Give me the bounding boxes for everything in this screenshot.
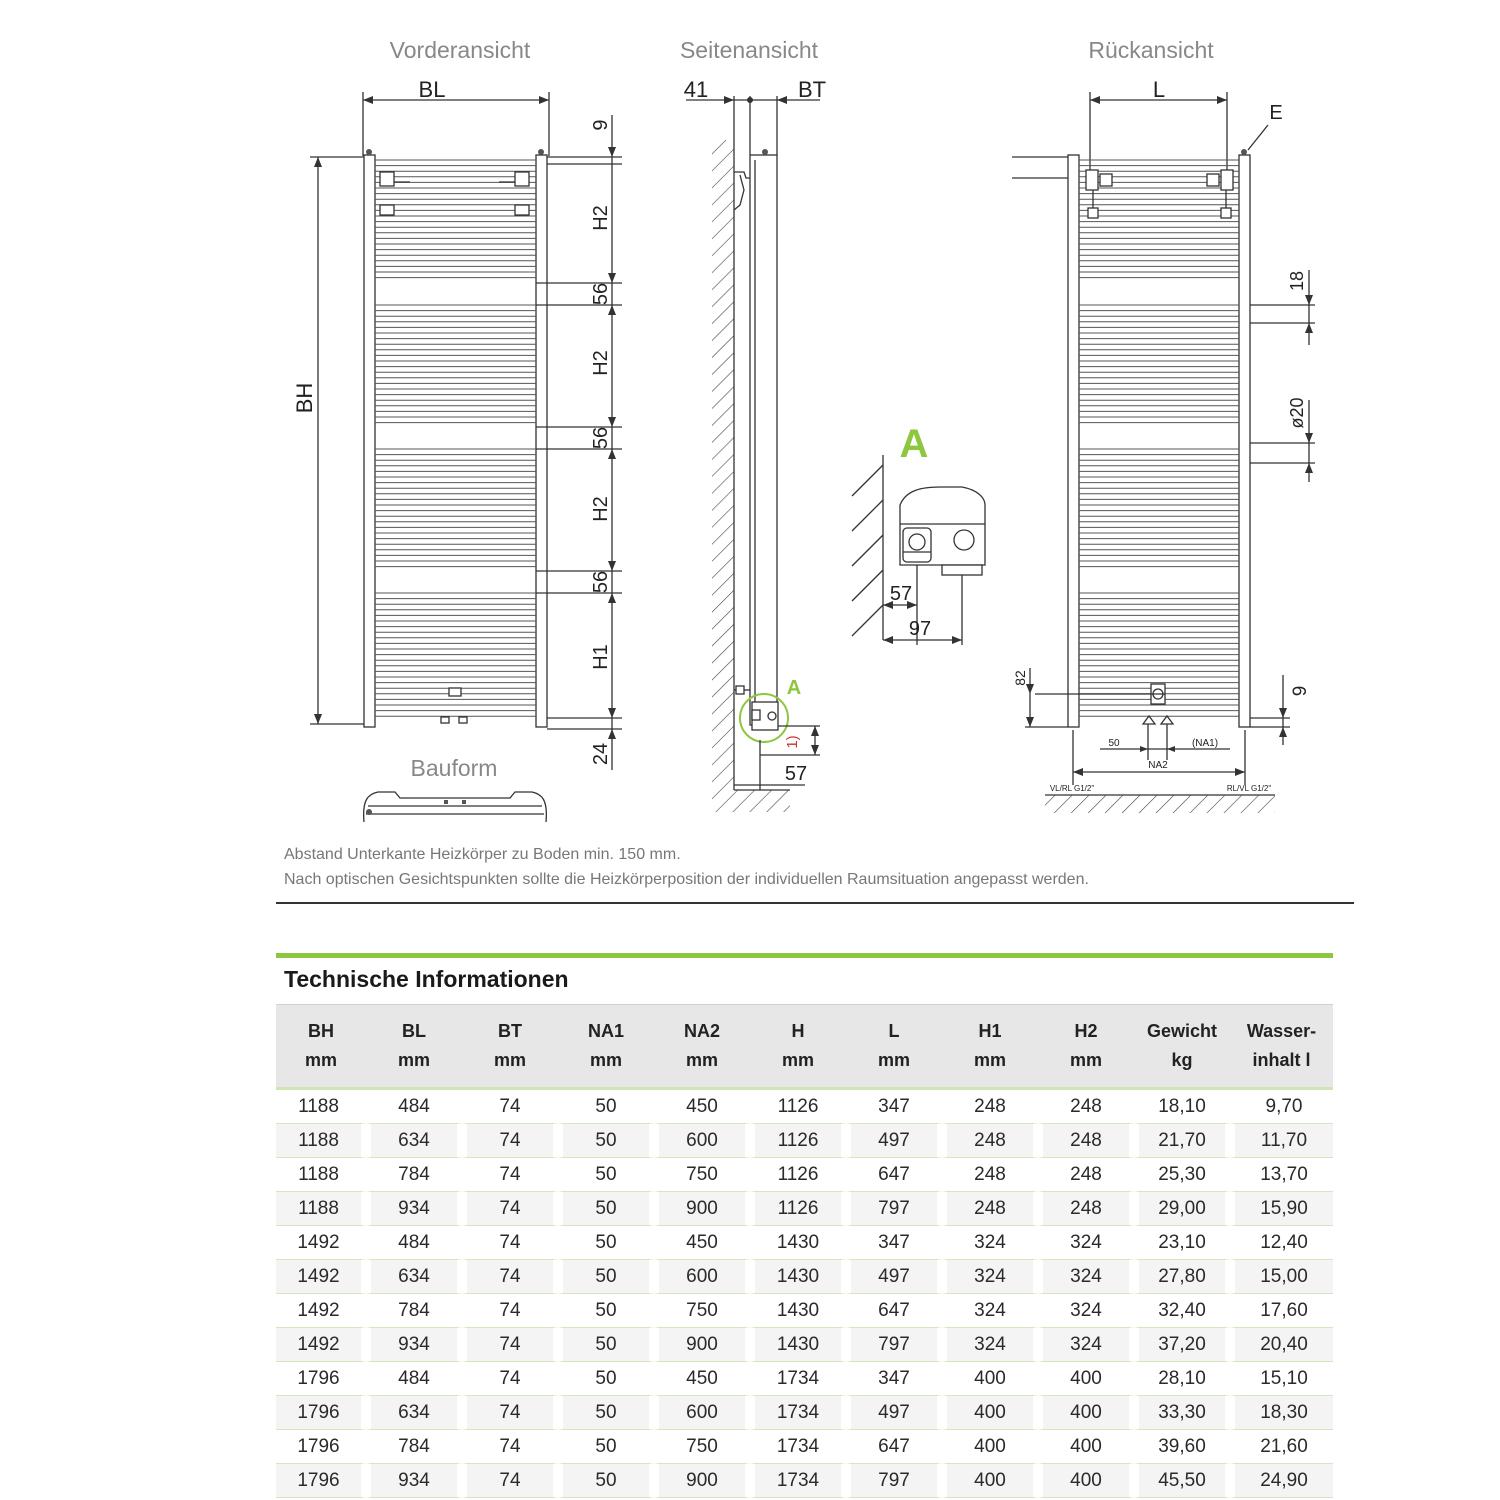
- table-cell: 900: [654, 1328, 750, 1362]
- table-cell: 797: [846, 1464, 942, 1498]
- table-cell: 9,70: [1230, 1090, 1333, 1124]
- bh-label: BH: [292, 382, 317, 414]
- table-cell: 50: [558, 1192, 654, 1226]
- table-cell: 50: [558, 1294, 654, 1328]
- table-cell: 647: [846, 1430, 942, 1464]
- table-cell: 248: [942, 1090, 1038, 1124]
- column-header-unit: mm: [397, 1050, 430, 1070]
- table-cell: 74: [462, 1226, 558, 1260]
- table-cell: 1430: [750, 1294, 846, 1328]
- table-header-row: [276, 1004, 1333, 1090]
- table-cell: 28,10: [1134, 1362, 1230, 1396]
- table-cell: 497: [846, 1260, 942, 1294]
- table-cell: 74: [462, 1430, 558, 1464]
- dim-conn-gap: 9: [1290, 685, 1311, 697]
- column-header-unit: mm: [973, 1050, 1006, 1070]
- column-header-label: H2: [1074, 1021, 1098, 1041]
- table-cell: 347: [846, 1226, 942, 1260]
- column-header: [1134, 1004, 1230, 1090]
- back-view: [1012, 92, 1315, 813]
- back-rails: [1079, 160, 1239, 716]
- table-cell: 248: [1038, 1090, 1134, 1124]
- side-view: [686, 96, 820, 812]
- detail-dim-large: 97: [908, 618, 932, 640]
- bl-label: BL: [418, 77, 446, 102]
- e-label: E: [1269, 102, 1283, 124]
- table-cell: 750: [654, 1294, 750, 1328]
- table-cell: 324: [1038, 1260, 1134, 1294]
- dim-tube: 18: [1287, 270, 1307, 292]
- table-cell: 1188: [276, 1158, 366, 1192]
- bauform-title: Bauform: [410, 755, 498, 781]
- table-cell: 600: [654, 1124, 750, 1158]
- detail-marker: A: [786, 677, 802, 699]
- table-cell: 21,60: [1230, 1430, 1333, 1464]
- table-cell: 27,80: [1134, 1260, 1230, 1294]
- table-cell: 15,00: [1230, 1260, 1333, 1294]
- table-cell: 1734: [750, 1362, 846, 1396]
- dim-gap-2: 56: [590, 426, 612, 450]
- table-cell: 647: [846, 1158, 942, 1192]
- table-cell: 1188: [276, 1124, 366, 1158]
- dim-conn-height: 82: [1012, 670, 1028, 686]
- table-cell: 17,60: [1230, 1294, 1333, 1328]
- table-cell: 248: [942, 1192, 1038, 1226]
- bauform-shape: [364, 792, 547, 822]
- column-header: [846, 1004, 942, 1090]
- column-header: [462, 1004, 558, 1090]
- note-positioning: Nach optischen Gesichtspunkten sollte die Heizkörperposition der individuellen Raumsituation angepasst werden.: [284, 871, 1089, 888]
- note-floor-distance: Abstand Unterkante Heizkörper zu Boden min. 150 mm.: [284, 846, 681, 863]
- table-cell: 324: [1038, 1226, 1134, 1260]
- table-cell: 400: [942, 1464, 1038, 1498]
- table-cell: 324: [942, 1260, 1038, 1294]
- table-cell: 600: [654, 1396, 750, 1430]
- table-cell: 1734: [750, 1396, 846, 1430]
- table-cell: 11,70: [1230, 1124, 1333, 1158]
- table-cell: 18,10: [1134, 1090, 1230, 1124]
- table-cell: 74: [462, 1396, 558, 1430]
- table-cell: 248: [1038, 1158, 1134, 1192]
- table-row: [276, 1226, 1333, 1260]
- table-cell: 484: [366, 1226, 462, 1260]
- table-cell: 324: [942, 1226, 1038, 1260]
- dim-diameter: ø20: [1287, 397, 1307, 429]
- column-header-unit: mm: [304, 1050, 337, 1070]
- table-cell: 50: [558, 1260, 654, 1294]
- table-cell: 13,70: [1230, 1158, 1333, 1192]
- dim-na1-left: 50: [1108, 738, 1120, 749]
- table-cell: 39,60: [1134, 1430, 1230, 1464]
- table-cell: 400: [942, 1362, 1038, 1396]
- footnote-marker: 1): [784, 735, 801, 749]
- table-cell: 347: [846, 1362, 942, 1396]
- table-cell: 1430: [750, 1260, 846, 1294]
- table-cell: 50: [558, 1464, 654, 1498]
- column-header: [942, 1004, 1038, 1090]
- table-row: [276, 1158, 1333, 1192]
- dim-top-gap: 9: [590, 119, 612, 131]
- l-label: L: [1152, 77, 1166, 102]
- dim-na2: NA2: [1148, 760, 1168, 771]
- table-cell: 450: [654, 1226, 750, 1260]
- table-cell: 450: [654, 1090, 750, 1124]
- table-cell: 1126: [750, 1090, 846, 1124]
- front-view-title: Vorderansicht: [389, 37, 531, 63]
- table-cell: 24,90: [1230, 1464, 1333, 1498]
- bt-label: BT: [797, 77, 827, 102]
- table-cell: 33,30: [1134, 1396, 1230, 1430]
- table-cell: 1430: [750, 1226, 846, 1260]
- table-cell: 248: [1038, 1124, 1134, 1158]
- table-cell: 74: [462, 1260, 558, 1294]
- column-header-label: Gewicht: [1146, 1021, 1217, 1041]
- table-cell: 74: [462, 1362, 558, 1396]
- table-cell: 50: [558, 1124, 654, 1158]
- front-rails: [375, 160, 536, 716]
- table-cell: 600: [654, 1260, 750, 1294]
- table-cell: 784: [366, 1158, 462, 1192]
- table-cell: 934: [366, 1328, 462, 1362]
- column-header-label: NA2: [683, 1021, 720, 1041]
- table-cell: 21,70: [1134, 1124, 1230, 1158]
- table-cell: 1796: [276, 1362, 366, 1396]
- table-cell: 750: [654, 1430, 750, 1464]
- table-cell: 1796: [276, 1396, 366, 1430]
- table-row: [276, 1294, 1333, 1328]
- column-header-unit: kg: [1171, 1050, 1193, 1070]
- detail-a: [852, 455, 985, 645]
- column-header: [558, 1004, 654, 1090]
- dim-h2-1: H2: [590, 205, 612, 231]
- table-cell: 74: [462, 1294, 558, 1328]
- column-header: [276, 1004, 366, 1090]
- table-row: [276, 1124, 1333, 1158]
- table-cell: 45,50: [1134, 1464, 1230, 1498]
- table-cell: 497: [846, 1124, 942, 1158]
- table-cell: 23,10: [1134, 1226, 1230, 1260]
- dim-gap-1: 56: [590, 282, 612, 306]
- column-header-unit: mm: [493, 1050, 526, 1070]
- table-cell: 25,30: [1134, 1158, 1230, 1192]
- back-view-title: Rückansicht: [1088, 37, 1214, 63]
- column-header: [654, 1004, 750, 1090]
- column-header-label: BH: [308, 1021, 334, 1041]
- section-title: Technische Informationen: [284, 966, 569, 992]
- table-cell: 50: [558, 1362, 654, 1396]
- column-header: [366, 1004, 462, 1090]
- table-cell: 12,40: [1230, 1226, 1333, 1260]
- table-body: [276, 1090, 1333, 1498]
- dim-na1-right: (NA1): [1191, 738, 1219, 749]
- table-row: [276, 1260, 1333, 1294]
- table-cell: 50: [558, 1158, 654, 1192]
- column-header-label: H1: [978, 1021, 1002, 1041]
- table-cell: 934: [366, 1464, 462, 1498]
- table-cell: 900: [654, 1192, 750, 1226]
- table-cell: 1796: [276, 1430, 366, 1464]
- table-cell: 1492: [276, 1260, 366, 1294]
- table-cell: 50: [558, 1430, 654, 1464]
- table-row: [276, 1090, 1333, 1124]
- table-cell: 74: [462, 1192, 558, 1226]
- column-header-unit: mm: [1069, 1050, 1102, 1070]
- table-cell: 1430: [750, 1328, 846, 1362]
- table-row: [276, 1328, 1333, 1362]
- table-cell: 1492: [276, 1328, 366, 1362]
- table-cell: 934: [366, 1192, 462, 1226]
- table-cell: 400: [1038, 1464, 1134, 1498]
- column-header: [750, 1004, 846, 1090]
- table-cell: 15,10: [1230, 1362, 1333, 1396]
- table-cell: 400: [942, 1430, 1038, 1464]
- section-divider: [276, 902, 1354, 904]
- port-left-label: VL/RL G1/2": [1049, 784, 1095, 793]
- table-cell: 50: [558, 1226, 654, 1260]
- dim-bottom: 24: [590, 742, 612, 766]
- dim-gap-3: 56: [590, 570, 612, 594]
- table-cell: 15,90: [1230, 1192, 1333, 1226]
- accent-bar: [276, 953, 1333, 958]
- table-cell: 1796: [276, 1464, 366, 1498]
- table-cell: 647: [846, 1294, 942, 1328]
- table-row: [276, 1464, 1333, 1498]
- column-header-unit: mm: [781, 1050, 814, 1070]
- table-cell: 32,40: [1134, 1294, 1230, 1328]
- column-header-label: Wasser-: [1246, 1021, 1317, 1041]
- table-cell: 50: [558, 1090, 654, 1124]
- table-cell: 248: [942, 1158, 1038, 1192]
- table-cell: 74: [462, 1464, 558, 1498]
- table-cell: 1734: [750, 1464, 846, 1498]
- dim-h2-3: H2: [590, 496, 612, 522]
- table-cell: 400: [1038, 1362, 1134, 1396]
- table-cell: 324: [1038, 1294, 1134, 1328]
- table-cell: 1126: [750, 1192, 846, 1226]
- table-cell: 50: [558, 1328, 654, 1362]
- table-cell: 37,20: [1134, 1328, 1230, 1362]
- side-view-title: Seitenansicht: [679, 37, 819, 63]
- port-right-label: RL/VL G1/2": [1226, 784, 1272, 793]
- column-header-unit: mm: [877, 1050, 910, 1070]
- dim-h1: H1: [590, 644, 612, 670]
- table-cell: 74: [462, 1328, 558, 1362]
- table-cell: 324: [942, 1328, 1038, 1362]
- table-cell: 50: [558, 1396, 654, 1430]
- table-cell: 400: [1038, 1430, 1134, 1464]
- table-cell: 484: [366, 1090, 462, 1124]
- front-view: [310, 92, 622, 770]
- table-cell: 797: [846, 1328, 942, 1362]
- column-header-unit: inhalt l: [1252, 1050, 1311, 1070]
- table-cell: 29,00: [1134, 1192, 1230, 1226]
- column-header-label: BL: [402, 1021, 426, 1041]
- dim-wall-offset: 41: [683, 77, 709, 102]
- detail-dim-small: 57: [889, 583, 913, 605]
- table-cell: 400: [1038, 1396, 1134, 1430]
- table-cell: 634: [366, 1396, 462, 1430]
- table-cell: 784: [366, 1294, 462, 1328]
- detail-a-title: A: [899, 422, 929, 466]
- column-header-label: BT: [498, 1021, 522, 1041]
- column-header-label: NA1: [587, 1021, 624, 1041]
- table-cell: 1734: [750, 1430, 846, 1464]
- column-header-label: L: [888, 1021, 900, 1041]
- table-cell: 634: [366, 1260, 462, 1294]
- table-cell: 1188: [276, 1090, 366, 1124]
- table-cell: 1492: [276, 1226, 366, 1260]
- table-cell: 1126: [750, 1158, 846, 1192]
- table-row: [276, 1362, 1333, 1396]
- table-cell: 797: [846, 1192, 942, 1226]
- table-cell: 450: [654, 1362, 750, 1396]
- table-cell: 248: [942, 1124, 1038, 1158]
- table-cell: 1188: [276, 1192, 366, 1226]
- table-cell: 74: [462, 1124, 558, 1158]
- specs-table: [276, 1004, 1333, 1498]
- table-cell: 74: [462, 1090, 558, 1124]
- table-cell: 484: [366, 1362, 462, 1396]
- column-header-unit: mm: [685, 1050, 718, 1070]
- table-cell: 784: [366, 1430, 462, 1464]
- table-cell: 497: [846, 1396, 942, 1430]
- table-cell: 1126: [750, 1124, 846, 1158]
- table-row: [276, 1396, 1333, 1430]
- table-cell: 750: [654, 1158, 750, 1192]
- table-cell: 634: [366, 1124, 462, 1158]
- table-cell: 248: [1038, 1192, 1134, 1226]
- table-cell: 900: [654, 1464, 750, 1498]
- column-header: [1038, 1004, 1134, 1090]
- column-header-unit: mm: [589, 1050, 622, 1070]
- table-cell: 347: [846, 1090, 942, 1124]
- table-cell: 324: [942, 1294, 1038, 1328]
- column-header-label: H: [791, 1021, 805, 1041]
- table-cell: 324: [1038, 1328, 1134, 1362]
- table-cell: 1492: [276, 1294, 366, 1328]
- table-cell: 18,30: [1230, 1396, 1333, 1430]
- table-row: [276, 1192, 1333, 1226]
- table-cell: 20,40: [1230, 1328, 1333, 1362]
- dim-floor: 57: [784, 763, 808, 785]
- table-cell: 74: [462, 1158, 558, 1192]
- column-header: [1230, 1004, 1333, 1090]
- table-row: [276, 1430, 1333, 1464]
- dim-h2-2: H2: [590, 350, 612, 376]
- table-cell: 400: [942, 1396, 1038, 1430]
